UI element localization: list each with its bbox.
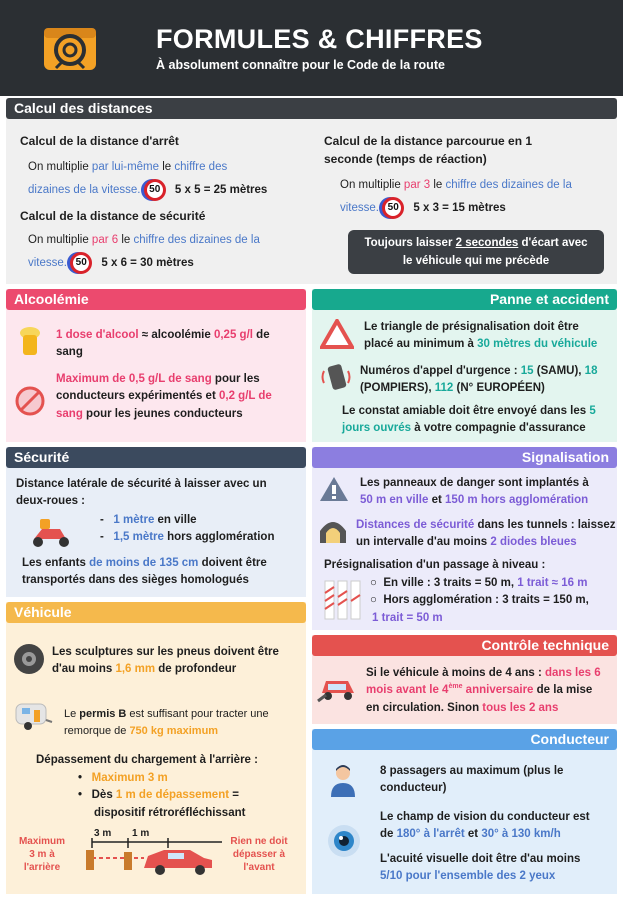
conducteur-acuite-text: L'acuité visuelle doit être d'au moins 5/10 pour l'ensemble des 2 yeux: [380, 853, 581, 883]
securite-distance-block: [20, 207, 320, 275]
controle-text: Si le véhicule à moins de 4 ans : dans les 6 mois avant le 4ème anniversaire de la mise en circulation. Sinon tous les 2 ans: [366, 667, 601, 714]
danger-sign-icon: [318, 475, 350, 503]
alcool-dose-text: 1 dose d'alcool ≈ alcoolémie 0,25 g/l de sang: [56, 329, 270, 359]
signalisation-section: [312, 447, 617, 630]
controle-section: [312, 635, 617, 724]
page-header: [0, 0, 623, 96]
arret-text: On multiplie par lui-même le chiffre des dizaines de la vitesse. 50 5 x 5 = 25 mètres: [20, 156, 320, 202]
secu-formula: 5 x 6 = 30 mètres: [101, 257, 194, 270]
max-arriere-label: Maximum 3 m à l'arrière: [18, 836, 66, 873]
securite-bar: Sécurité: [6, 447, 306, 468]
driver-icon: [328, 763, 358, 799]
no-alcohol-icon: [14, 385, 46, 417]
list-item: - 1 mètre en ville: [100, 514, 197, 526]
list-item: • Dès 1 m de dépassement =: [78, 789, 239, 802]
panne-section: [312, 289, 617, 442]
vehicule-chargement-list: • Maximum 3 m • Dès 1 m de dépassement = dispositif rétroréfléchissant: [78, 770, 298, 822]
vehicule-bar: Véhicule: [6, 602, 306, 623]
alcool-section: [6, 289, 306, 442]
secu-text: On multiplie par 6 le chiffre des dizaines de la vitesse. 50 5 x 6 = 30 mètres: [20, 229, 320, 275]
wallet-logo-icon: [40, 18, 100, 74]
list-item: ○ Hors agglomération : 3 traits = 150 m,: [370, 594, 589, 607]
scooter-icon: [26, 515, 74, 549]
signal-panneaux-text: Les panneaux de danger sont implantés à 50 m en ville et 150 m hors agglomération: [360, 477, 589, 507]
beer-icon: [18, 325, 42, 357]
two-seconds-box: Toujours laisser 2 secondes d'écart avec le véhicule qui me précède: [348, 230, 604, 274]
car-repair-icon: [316, 671, 358, 703]
vehicule-chargement-title: Dépassement du chargement à l'arrière :: [36, 754, 258, 766]
level-crossing-posts-icon: [322, 579, 362, 621]
page-subtitle: À absolument connaître pour le Code de la route: [156, 58, 445, 72]
tire-icon: [12, 642, 46, 676]
arret-formula: 5 x 5 = 25 mètres: [174, 184, 268, 197]
speed-sign-icon: 50: [144, 179, 166, 201]
speed-sign-icon: 50: [382, 197, 404, 219]
secu-title: Calcul de la distance de sécurité: [20, 209, 206, 223]
arret-title: Calcul de la distance d'arrêt: [20, 134, 179, 148]
tunnel-icon: [318, 517, 348, 545]
rien-avant-label: Rien ne doit dépasser à l'avant: [230, 836, 288, 873]
conducteur-passagers-text: 8 passagers au maximum (plus le conducteur): [380, 765, 564, 795]
signal-tunnel-text: Distances de sécurité dans les tunnels : laissez un intervalle d'au moins 2 diodes bleues: [356, 519, 616, 549]
panne-bar: Panne et accident: [312, 289, 617, 310]
speed-sign-icon: 50: [70, 252, 92, 274]
conducteur-vision-text: Le champ de vision du conducteur est de 180° à l'arrêt et 30° à 130 km/h: [380, 811, 590, 841]
arret-block: [20, 132, 320, 202]
distances-bar: Calcul des distances: [6, 98, 617, 119]
securite-section: [6, 447, 306, 597]
conducteur-bar: Conducteur: [312, 729, 617, 750]
list-item: ○ En ville : 3 traits = 50 m, 1 trait ≈ 16 m: [370, 577, 588, 589]
distances-section: [6, 98, 617, 284]
list-item: • Maximum 3 m: [78, 772, 168, 784]
warning-triangle-icon: [320, 319, 354, 349]
panne-triangle-text: Le triangle de présignalisation doit être placé au minimum à 30 mètres du véhicule: [364, 321, 598, 351]
caravan-icon: [12, 700, 54, 732]
signal-passage-list: ○ En ville : 3 traits = 50 m, 1 trait ≈ 16 m ○ Hors agglomération : 3 traits = 150 m, 1 trait = 50 m: [370, 575, 616, 627]
page-title: FORMULES & CHIFFRES: [156, 24, 483, 54]
securite-list: [100, 512, 305, 547]
vehicule-section: [6, 602, 306, 894]
seconde-formula: 5 x 3 = 15 mètres: [413, 202, 506, 215]
eye-icon: [326, 823, 362, 859]
signal-passage-title: Présignalisation d'un passage à niveau :: [324, 559, 546, 571]
phone-icon: [320, 363, 352, 391]
vehicule-pneus-text: Les sculptures sur les pneus doivent être d'au moins 1,6 mm de profondeur: [52, 646, 279, 676]
seconde-block: Calcul de la distance parcourue en 1 seconde (temps de réaction) On multiplie par 3 le chiffre des dizaines de la vitesse. 50 5 x 3 = 15 mètres: [324, 132, 614, 220]
controle-bar: Contrôle technique: [312, 635, 617, 656]
securite-enfants-text: Les enfants de moins de 135 cm doivent être transportés dans des sièges homologués: [22, 557, 267, 587]
alcool-bar: Alcoolémie: [6, 289, 306, 310]
label-3m: 3 m: [94, 828, 112, 839]
panne-numeros-text: Numéros d'appel d'urgence : 15 (SAMU), 18 (POMPIERS), 112 (N° EUROPÉEN): [360, 365, 598, 395]
signalisation-bar: Signalisation: [312, 447, 617, 468]
panne-constat-text: Le constat amiable doit être envoyé dans les 5 jours ouvrés à votre compagnie d'assurance: [342, 405, 596, 435]
conducteur-section: [312, 729, 617, 894]
label-1m: 1 m: [132, 828, 150, 839]
securite-laterale-text: Distance latérale de sécurité à laisser avec un deux-roues :: [16, 478, 267, 508]
car-load-diagram: [72, 838, 222, 878]
seconde-text: On multiplie par 3 le chiffre des dizaines de la vitesse. 50 5 x 3 = 15 mètres: [324, 174, 614, 220]
alcool-max-text: Maximum de 0,5 g/L de sang pour les conducteurs expérimentés et 0,2 g/L de sang pour les jeunes conducteurs: [56, 373, 272, 420]
list-item: - 1,5 mètre hors agglomération: [100, 531, 275, 544]
vehicule-permis-text: Le permis B est suffisant pour tracter une remorque de 750 kg maximum: [64, 708, 269, 737]
